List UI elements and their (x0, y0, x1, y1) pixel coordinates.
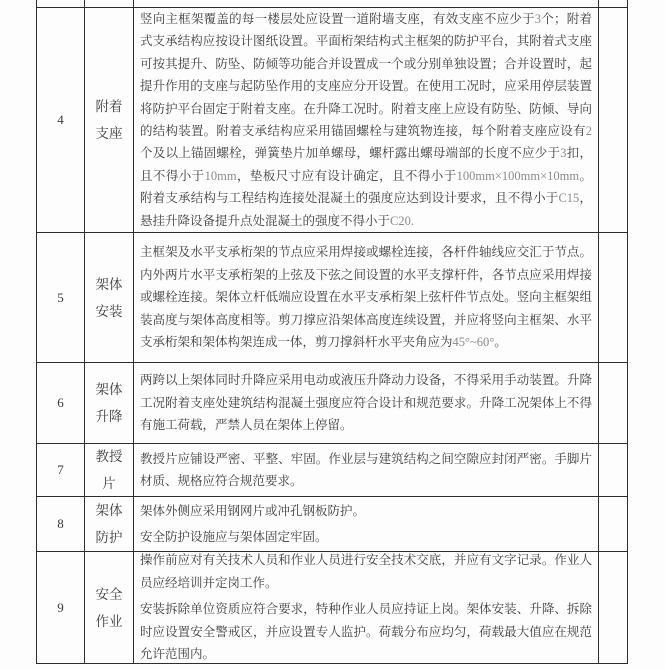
table-row (37, 444, 628, 497)
content-cell (134, 0, 599, 8)
table-row (37, 552, 628, 664)
table-row (37, 8, 628, 233)
content-paragraph: 两跨以上架体同时升降应采用电动或液压升降动力设备，不得采用手动装置。升降工况附着支座处建筑结构混凝土强度应符合设计和规范要求。升降工况架体上不得有施工荷载，严禁人员在架体上停留。 (140, 373, 592, 433)
category-line: 防护 (95, 530, 123, 545)
content-cell (134, 233, 599, 363)
content-paragraph: 安全防护设施应与架体固定牢固。 (140, 530, 328, 544)
content-paragraph: 安装拆除单位资质应符合要求，特种作业人员应持证上岗。架体安装、升降、拆除时应设置安全警戒区，并应设置专人监护。荷载分布应均匀，荷载最大值应在规范允许范围内。 (140, 602, 592, 662)
row-number: 5 (57, 289, 64, 305)
category-cell (85, 0, 134, 8)
content-cell (134, 444, 599, 497)
content-paragraph: 操作前应对有关技术人员和作业人员进行安全技术交底，并应有文字记录。作业人员应经培训并定岗工作。 (140, 553, 592, 590)
category-line: 附着 (95, 99, 123, 114)
row-number-cell (37, 363, 85, 444)
row-number-cell (37, 233, 85, 363)
empty-cell (599, 8, 628, 233)
content-paragraph: 主框架及水平支承桁架的节点应采用焊接或螺栓连接，各杆件轴线应交汇于节点。内外两片水平支承桁架的上弦及下弦之间设置的水平支撑杆件，各节点应采用焊接或螺栓连接。架体立杆低端应设置在水平支承桁架上弦杆件节点处。竖向主框架组装高度与架体高度相等。剪刀撑应沿架体高度连续设置，并应将竖向主框架、水平支承桁架和架体构架连成一体，剪刀撑斜杆水平夹角应为45°~60°。 (140, 245, 592, 350)
row-number: 6 (57, 395, 64, 410)
empty-cell (599, 363, 628, 444)
content-cell (134, 8, 599, 233)
row-number-cell (37, 497, 85, 552)
category-cell (85, 444, 134, 497)
category-cell (85, 233, 134, 363)
content-cell (134, 363, 599, 444)
category-cell (85, 552, 134, 664)
content-paragraph: 架体外侧应采用钢网片或冲孔钢板防护。 (140, 503, 366, 518)
inspection-table (36, 0, 628, 664)
row-number: 8 (57, 516, 64, 531)
category-cell (85, 8, 134, 233)
category-line: 片 (102, 476, 116, 491)
table-row-cutoff (37, 0, 628, 8)
category-line: 安装 (95, 303, 123, 319)
content-cell (134, 497, 599, 552)
table-row (37, 233, 628, 363)
category-line: 架体 (95, 503, 123, 518)
row-number-cell (37, 0, 85, 8)
empty-cell (599, 233, 628, 363)
empty-cell (599, 552, 628, 664)
content-cell (134, 552, 599, 664)
row-number-cell (37, 8, 85, 233)
category-line: 升降 (95, 409, 123, 424)
category-line: 架体 (95, 276, 123, 292)
row-number-cell (37, 444, 85, 497)
content-paragraph: 竖向主框架覆盖的每一楼层处应设置一道附墙支座，有效支座不应少于3个；附着式支承结构应按设计图纸设置。平面桁架结构式主框架的防护平台，其附着式支座可按其提升、防坠、防倾等功能合并设置成一个或分别单独设置；合并设置时，起提升作用的支座与起防坠作用的支座应分开设置。在使用工况时，应采用停层装置将防护平台固定于附着支座。在升降工况时。附着支座上应设有防坠、防倾、导向的结构装置。附着支承结构应采用锚固螺栓与建筑物连接，每个附着支座应设有2个及以上锚固螺栓，弹簧垫片加单螺母，螺杆露出螺母端部的长度不应少于3扣，且不得小于10mm，垫板尺寸应有设计确定，且不得小于100mm×100mm×10mm。附着支承结构与工程结构连接处混凝土的强度应达到设计要求，且不得小于C15，悬挂升降设备提升点处混凝土的强度不得小于C20. (140, 11, 592, 228)
category-line: 安全 (95, 586, 123, 602)
row-number: 7 (57, 462, 64, 477)
category-line: 支座 (95, 126, 123, 141)
table-row (37, 363, 628, 444)
content-paragraph: 教授片应铺设严密、平整、牢固。作业层与建筑结构之间空隙应封闭严密。手脚片材质、规格应符合规范要求。 (140, 451, 592, 488)
empty-cell (599, 497, 628, 552)
category-cell (85, 363, 134, 444)
row-number: 9 (57, 599, 64, 615)
row-number-cell (37, 552, 85, 664)
category-cell (85, 497, 134, 552)
empty-cell (599, 0, 628, 8)
table-row (37, 497, 628, 552)
category-line: 作业 (95, 613, 123, 629)
category-line: 教授 (95, 449, 123, 464)
category-line: 架体 (95, 382, 123, 397)
empty-cell (599, 444, 628, 497)
row-number: 4 (57, 112, 64, 127)
